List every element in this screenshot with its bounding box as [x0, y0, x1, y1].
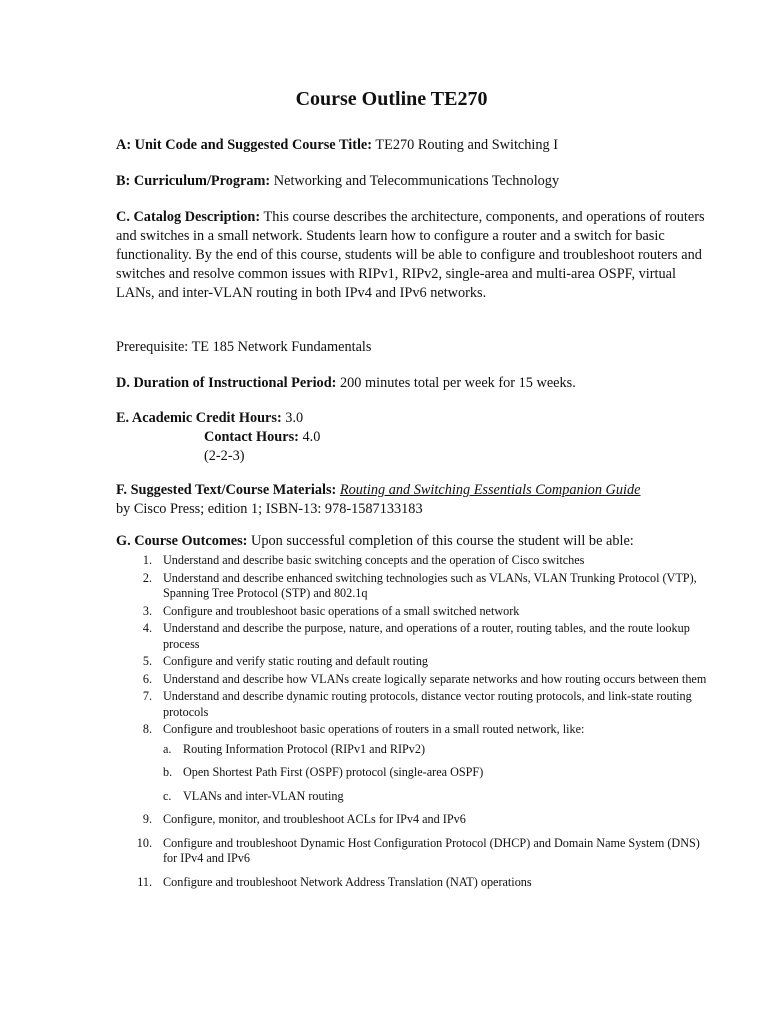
- outcome-number: 11.: [137, 874, 152, 889]
- section-f-label: F. Suggested Text/Course Materials:: [116, 482, 337, 498]
- sub-outcomes-list: [163, 742, 710, 805]
- outcome-text: Configure, monitor, and troubleshoot ACLs for IPv4 and IPv6: [163, 812, 466, 826]
- section-a-label: A: Unit Code and Suggested Course Title:: [116, 137, 373, 153]
- section-f: [116, 481, 716, 519]
- section-b-label: B: Curriculum/Program:: [116, 173, 271, 189]
- outcome-number: 6.: [142, 671, 152, 686]
- contact-hours-value: 4.0: [298, 429, 321, 445]
- sub-outcome-text: VLANs and inter-VLAN routing: [183, 788, 344, 803]
- section-d: [116, 374, 716, 393]
- credit-hours-line: [116, 409, 716, 428]
- outcome-item: [130, 875, 710, 891]
- outcome-text: Understand and describe the purpose, nature, and operations of a router, routing tables, and the route lookup process: [163, 621, 690, 651]
- section-d-value: 200 minutes total per week for 15 weeks.: [336, 375, 576, 391]
- section-b: [116, 172, 716, 191]
- sub-outcome-text: Routing Information Protocol (RIPv1 and RIPv2): [183, 741, 426, 756]
- outcome-number: 5.: [142, 654, 152, 668]
- sub-outcome-item: [163, 765, 710, 781]
- outcome-item: [130, 604, 710, 620]
- section-e-value: 3.0: [281, 410, 304, 426]
- section-g-label: G. Course Outcomes:: [116, 533, 248, 549]
- textbook-details: by Cisco Press; edition 1; ISBN-13: 978-1587133183: [116, 501, 423, 517]
- outcome-text: Understand and describe how VLANs create logically separate networks and how routing occurs between them: [163, 671, 707, 686]
- sub-outcome-letter: a.: [163, 741, 172, 756]
- section-g-value: Upon successful completion of this course the student will be able:: [247, 533, 634, 549]
- outcome-number: 3.: [142, 603, 152, 618]
- section-e-label: E. Academic Credit Hours:: [116, 410, 282, 426]
- outcome-text: Configure and troubleshoot basic operations of routers in a small routed network, like:: [163, 722, 585, 736]
- outcome-item: [130, 571, 710, 602]
- section-d-label: D. Duration of Instructional Period:: [116, 375, 337, 391]
- section-a: [116, 136, 716, 155]
- outcome-text: Understand and describe enhanced switching technologies such as VLANs, VLAN Trunking Protocol (VTP), Spanning Tree Protocol (STP) and 802.1q: [163, 570, 697, 600]
- sub-outcome-letter: c.: [163, 788, 172, 803]
- outcome-number: 8.: [142, 722, 152, 736]
- outcome-item: [130, 621, 710, 652]
- outcome-text: Configure and troubleshoot Network Address Translation (NAT) operations: [163, 874, 532, 889]
- outcome-item: [130, 836, 710, 867]
- outcome-number: 2.: [142, 570, 152, 585]
- outcome-text: Understand and describe dynamic routing protocols, distance vector routing protocols, and link-state routing protocols: [163, 689, 692, 719]
- sub-outcome-text: Open Shortest Path First (OSPF) protocol (single-area OSPF): [183, 765, 484, 779]
- outcome-item: [130, 722, 710, 804]
- sub-outcome-item: [163, 742, 710, 758]
- outcome-item: [130, 553, 710, 569]
- outcome-text: Configure and verify static routing and default routing: [163, 654, 429, 668]
- outcome-text: Understand and describe basic switching concepts and the operation of Cisco switches: [163, 553, 585, 567]
- section-a-value: TE270 Routing and Switching I: [372, 137, 559, 153]
- hours-breakdown: (2-2-3): [204, 448, 245, 464]
- outcome-number: 9.: [142, 812, 152, 826]
- outcome-number: 7.: [142, 689, 152, 703]
- outcome-number: 10.: [136, 835, 152, 850]
- page-title: Course Outline TE270: [295, 88, 488, 110]
- outcomes-list: [130, 553, 710, 892]
- outcome-item: [130, 689, 710, 720]
- sub-outcome-item: [163, 789, 710, 805]
- outcome-item: [130, 812, 710, 828]
- section-f-line1: [116, 481, 716, 500]
- outcome-item: [130, 672, 710, 688]
- section-c-label: C. Catalog Description:: [116, 209, 261, 225]
- textbook-title: Routing and Switching Essentials Companion Guide: [339, 482, 641, 498]
- section-b-value: Networking and Telecommunications Technology: [270, 173, 560, 189]
- section-g: [116, 532, 716, 551]
- section-c: [116, 208, 716, 303]
- contact-hours-label: Contact Hours:: [204, 429, 299, 445]
- sub-outcome-letter: b.: [163, 765, 173, 779]
- outcome-text: Configure and troubleshoot basic operations of a small switched network: [163, 603, 520, 618]
- outcome-text: Configure and troubleshoot Dynamic Host Configuration Protocol (DHCP) and Domain Name System (DNS) for IPv4 and IPv6: [163, 835, 700, 865]
- contact-hours-line: [116, 428, 716, 447]
- prerequisite: Prerequisite: TE 185 Network Fundamentals: [116, 339, 372, 355]
- outcome-number: 1.: [142, 553, 152, 567]
- outcome-number: 4.: [142, 621, 152, 635]
- outcome-item: [130, 654, 710, 670]
- section-e: [116, 409, 716, 466]
- section-c-value: This course describes the architecture, components, and operations of routers and switches in a small network. Students learn how to configure a router and a switch for basic functionality. By the end of this course, students will be able to configure and troubleshoot routers and switches and resolve common issues with RIPv1, RIPv2, single-area and multi-area OSPF, virtual LANs, and inter-VLAN routing in both IPv4 and IPv6 networks.: [116, 209, 705, 301]
